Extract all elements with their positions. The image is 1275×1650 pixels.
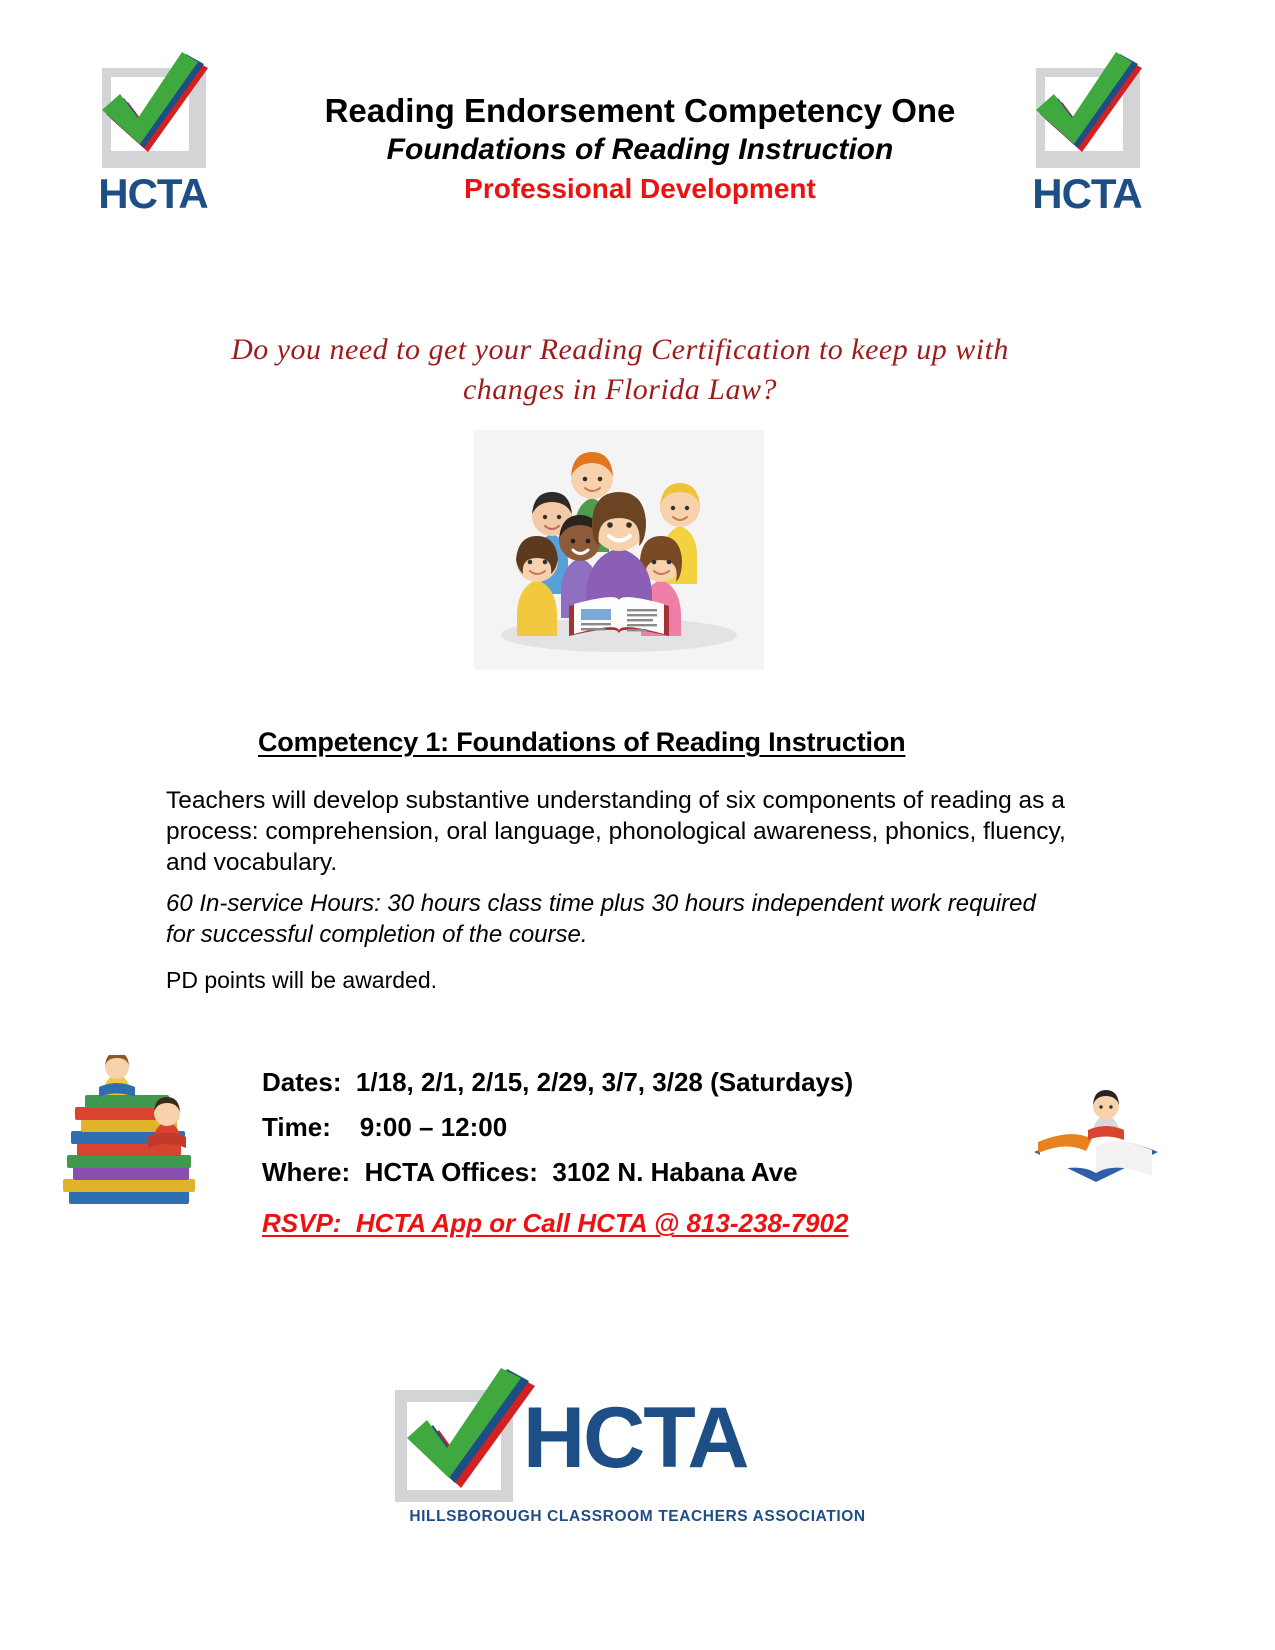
hcta-tagline: HILLSBOROUGH CLASSROOM TEACHERS ASSOCIATION xyxy=(409,1508,866,1525)
wordart-line-2: changes in Florida Law? xyxy=(462,373,777,406)
open-book xyxy=(569,597,669,636)
hcta-check-logo-icon xyxy=(1026,52,1148,172)
hcta-check-logo-icon xyxy=(92,52,214,172)
wordart-question xyxy=(150,330,1090,410)
teacher-reading-to-children-image xyxy=(474,430,764,670)
pd-points-note: PD points will be awarded. xyxy=(166,967,438,993)
hcta-wordmark: HCTA xyxy=(1032,170,1142,217)
wordart-line-1: Do you need to get your Reading Certification to keep up with xyxy=(231,333,1009,366)
competency-heading: Competency 1: Foundations of Reading Instruction xyxy=(258,727,906,757)
boy-riding-flying-book-image xyxy=(1020,1090,1170,1200)
children-on-stack-of-books-image xyxy=(55,1055,235,1220)
hcta-logo-top-left xyxy=(78,52,228,227)
overview-paragraph: Teachers will develop substantive understanding of six components of reading as a process: comprehension, oral language, phonological awareness, phonics, fluency, and vocabulary. xyxy=(166,787,1066,876)
boy-on-book xyxy=(1088,1090,1124,1140)
hcta-footer-logo xyxy=(355,1368,920,1553)
rsvp-row[interactable]: RSVP: HCTA App or Call HCTA @ 813-238-7902 xyxy=(262,1208,849,1238)
hcta-wordmark: HCTA xyxy=(98,170,208,217)
checkmark-icon xyxy=(1026,52,1148,172)
title-line-primary: Reading Endorsement Competency One xyxy=(324,92,956,129)
time-row: Time: 9:00 – 12:00 xyxy=(262,1112,508,1142)
girl-reading-top xyxy=(99,1055,135,1097)
where-row: Where: HCTA Offices: 3102 N. Habana Ave xyxy=(262,1157,798,1187)
page-title xyxy=(240,92,1040,208)
hcta-wordmark: HCTA xyxy=(523,1390,748,1486)
logistics-block xyxy=(262,1060,1022,1245)
kids-books-illustration xyxy=(55,1055,235,1220)
reading-group-illustration xyxy=(474,430,764,670)
title-line-professional-development: Professional Development xyxy=(464,173,816,204)
boy-flying-book-illustration xyxy=(1020,1090,1170,1200)
title-line-subtitle: Foundations of Reading Instruction xyxy=(386,133,894,166)
inservice-hours-paragraph: 60 In-service Hours: 30 hours class time plus 30 hours independent work required for successful completion of the course. xyxy=(166,890,1036,948)
dates-row: Dates: 1/18, 2/1, 2/15, 2/29, 3/7, 3/28 (Saturdays) xyxy=(262,1067,854,1097)
checkmark-icon xyxy=(92,52,214,172)
